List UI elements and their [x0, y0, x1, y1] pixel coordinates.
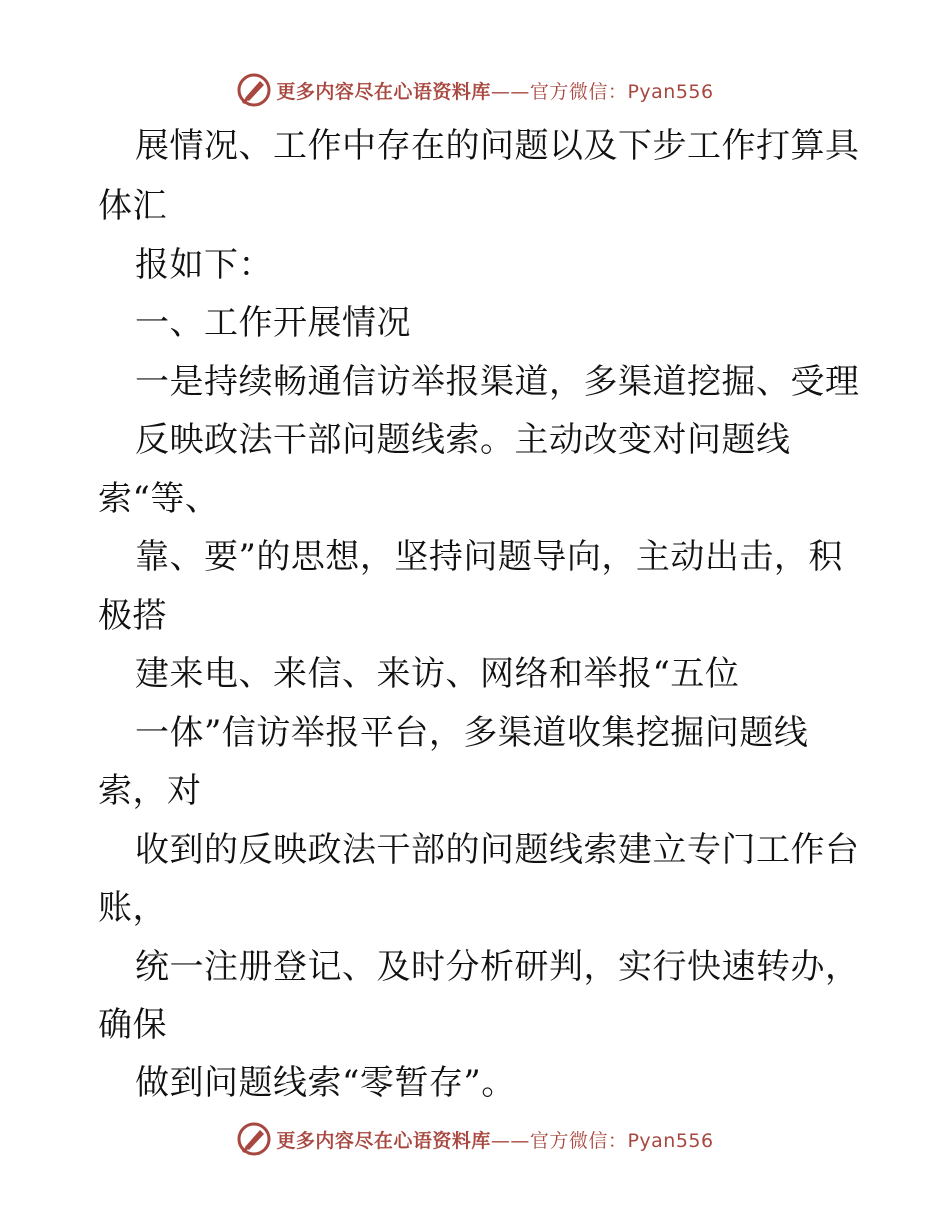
text-line: 极搭 [98, 596, 167, 636]
text-line: 建来电、来信、来访、网络和举报“五位 [135, 654, 740, 694]
watermark-wechat-label: 官方微信： [529, 1129, 628, 1152]
text-line: 索，对 [98, 771, 202, 811]
text-line: 索“等、 [98, 479, 220, 519]
watermark-text [276, 77, 713, 104]
text-line: 展情况、工作中存在的问题以及下步工作打算具 [135, 126, 860, 166]
watermark-text [276, 1126, 713, 1153]
text-line: 账， [98, 888, 167, 928]
watermark-wechat-id: Pyan556 [627, 80, 714, 103]
watermark-main: 更多内容尽在心语资料库 [276, 80, 491, 103]
text-line: 报如下： [135, 245, 273, 285]
watermark-dash: —— [490, 80, 530, 103]
text-line: 靠、要”的思想，坚持问题导向，主动出击，积 [135, 537, 843, 577]
watermark-main: 更多内容尽在心语资料库 [276, 1129, 491, 1152]
watermark-wechat-label: 官方微信： [529, 80, 628, 103]
watermark-footer [0, 1119, 950, 1159]
text-line: 一体”信访举报平台，多渠道收集挖掘问题线 [135, 713, 809, 753]
pen-logo-icon [236, 72, 272, 108]
section-heading: 一、工作开展情况 [135, 303, 411, 343]
text-line: 做到问题线索“零暂存”。 [135, 1063, 516, 1103]
watermark-wechat-id: Pyan556 [627, 1129, 714, 1152]
text-line: 一是持续畅通信访举报渠道，多渠道挖掘、受理 [135, 362, 860, 402]
text-line: 体汇 [98, 186, 167, 226]
pen-logo-icon [236, 1121, 272, 1157]
watermark-header [0, 70, 950, 110]
text-line: 反映政法干部问题线索。主动改变对问题线 [135, 420, 791, 460]
watermark-dash: —— [490, 1129, 530, 1152]
text-line: 统一注册登记、及时分析研判，实行快速转办， [135, 947, 860, 987]
text-line: 确保 [98, 1005, 167, 1045]
text-line: 收到的反映政法干部的问题线索建立专门工作台 [135, 830, 860, 870]
